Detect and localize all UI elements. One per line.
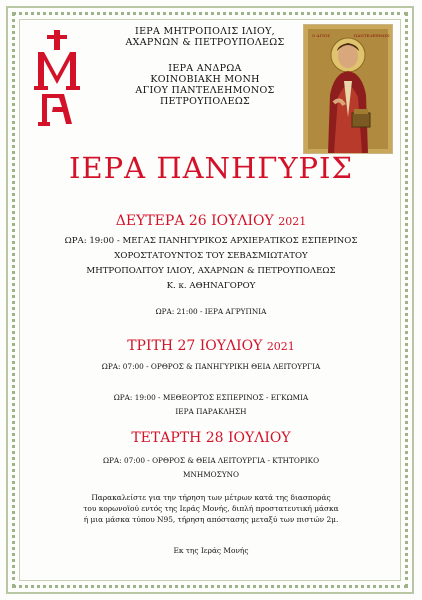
schedule-line: ΜΗΤΡΟΠΟΛΙΤΟΥ ΙΛΙΟΥ, ΑΧΑΡΝΩΝ & ΠΕΤΡΟΥΠΟΛΕΩΣ xyxy=(86,266,336,276)
schedule-line: ΙΕΡΑ ΠΑΡΑΚΛΗΣΗ xyxy=(175,407,247,416)
notice-line: του κορωνοϊού εντός της Ιεράς Μονής, διπλή προστατευτική μάσκα xyxy=(83,504,339,513)
header-line: ΑΧΑΡΝΩΝ & ΠΕΤΡΟΥΠΟΛΕΩΣ xyxy=(125,37,285,48)
day-heading-wednesday xyxy=(0,430,422,446)
header-line: ΑΓΙΟΥ ΠΑΝΤΕΛΕΗΜΟΝΟΣ xyxy=(135,85,275,96)
schedule-line: Κ. κ. ΑΘΗΝΑΓΟΡΟΥ xyxy=(166,281,256,291)
header-line: ΙΕΡΑ ΜΗΤΡΟΠΟΛΙΣ ΙΛΙΟΥ, xyxy=(135,26,275,37)
day-year: 2021 xyxy=(266,340,295,353)
schedule-line: ΩΡΑ: 07:00 - ΟΡΘΡΟΣ & ΠΑΝΗΓΥΡΙΚΗ ΘΕΙΑ ΛΕΙΤΟΥΡΓΙΑ xyxy=(101,362,321,371)
schedule-line: ΩΡΑ: 07:00 - ΟΡΘΡΟΣ & ΘΕΙΑ ΛΕΙΤΟΥΡΓΙΑ - ΚΤΗΤΟΡΙΚΟ xyxy=(102,456,320,465)
header-line: ΠΕΤΡΟΥΠΟΛΕΩΣ xyxy=(159,96,251,107)
monastery-header xyxy=(110,63,300,107)
day-name: ΤΡΙΤΗ 27 ΙΟΥΛΙΟΥ xyxy=(127,338,263,354)
icon-caption-left: Ο ΑΓΙΟΣ xyxy=(312,33,330,38)
day-year: 2021 xyxy=(278,215,307,228)
header-line: ΙΕΡΑ ΑΝΔΡΩΑ xyxy=(168,63,242,74)
schedule-line: ΜΝΗΜΟΣΥΝΟ xyxy=(182,470,240,479)
page-title: ΙΕΡΑ ΠΑΝΗΓΥΡΙΣ xyxy=(69,151,353,185)
saint-icon-image xyxy=(303,24,393,154)
schedule-line: ΩΡΑ: 21:00 - ΙΕΡΑ ΑΓΡΥΠΝΙΑ xyxy=(155,307,267,316)
day-name: ΤΕΤΑΡΤΗ 28 ΙΟΥΛΙΟΥ xyxy=(131,430,291,446)
icon-caption-right: ΠΑΝΤΕΛΕΗΜΩΝ xyxy=(354,33,390,38)
day-heading-monday xyxy=(0,213,422,230)
notice-text xyxy=(38,492,384,525)
day-heading-tuesday xyxy=(0,338,422,355)
monastery-monogram-logo xyxy=(34,30,80,126)
day-name: ΔΕΥΤΕΡΑ 26 ΙΟΥΛΙΟΥ xyxy=(115,213,274,229)
schedule-line: ΩΡΑ: 19:00 - ΜΕΘΕΟΡΤΟΣ ΕΣΠΕΡΙΝΟΣ - ΕΓΚΩΜΙΑ xyxy=(113,393,309,402)
schedule-line: ΩΡΑ: 19:00 - ΜΕΓΑΣ ΠΑΝΗΓΥΡΙΚΟΣ ΑΡΧΙΕΡΑΤΙΚΟΣ ΕΣΠΕΡΙΝΟΣ xyxy=(64,236,358,246)
signature: Εκ της Ιεράς Μονής xyxy=(173,546,249,555)
notice-line: ή μια μάσκα τύπου Ν95, τήρηση απόστασης μεταξύ των πιστών 2μ. xyxy=(83,515,339,524)
notice-line: Παρακαλείστε για την τήρηση των μέτρων κατά της διασποράς xyxy=(91,493,331,502)
schedule-line: ΧΟΡΟΣΤΑΤΟΥΝΤΟΣ ΤΟΥ ΣΕΒΑΣΜΙΩΤΑΤΟΥ xyxy=(114,251,308,261)
metropolis-header xyxy=(110,26,300,48)
header-line: ΚΟΙΝΟΒΙΑΚΗ ΜΟΝΗ xyxy=(150,74,260,85)
